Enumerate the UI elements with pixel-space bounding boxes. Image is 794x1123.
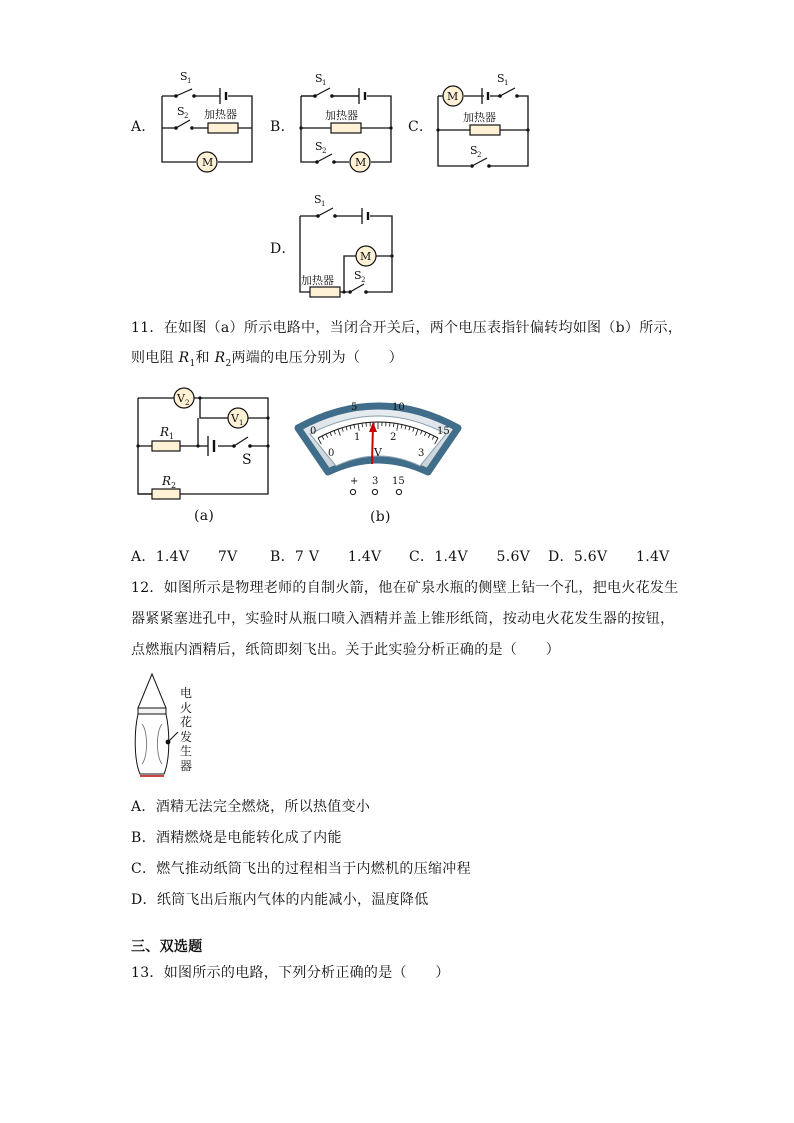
svg-text:2: 2 xyxy=(184,112,189,120)
svg-text:1: 1 xyxy=(322,79,327,87)
svg-text:3: 3 xyxy=(372,476,379,487)
figure-a-label: (a) xyxy=(194,508,215,524)
svg-text:S: S xyxy=(497,72,505,85)
svg-text:S: S xyxy=(315,140,323,153)
svg-text:15: 15 xyxy=(392,476,405,487)
figure-b-voltmeter xyxy=(294,392,462,500)
q12-stem-line3: 点燃瓶内酒精后，纸筒即刻飞出。关于此实验分析正确的是（ ） xyxy=(131,642,560,658)
svg-text:10: 10 xyxy=(392,402,405,413)
svg-text:R: R xyxy=(160,425,170,439)
q12-option-c[interactable]: C．燃气推动纸筒飞出的过程相当于内燃机的压缩冲程 xyxy=(131,861,471,877)
svg-text:加热器: 加热器 xyxy=(325,109,358,122)
svg-text:V: V xyxy=(177,392,185,405)
q12-option-b[interactable]: B．酒精燃烧是电能转化成了内能 xyxy=(131,830,342,846)
switch-s-label: S xyxy=(242,452,252,468)
q11-stem-line1: 11．在如图（a）所示电路中，当闭合开关后，两个电压表指针偏转均如图（b）所示， xyxy=(131,320,683,336)
svg-text:M: M xyxy=(355,156,367,169)
circuit-b xyxy=(297,70,397,175)
svg-text:1: 1 xyxy=(321,200,326,208)
svg-text:V: V xyxy=(231,412,239,425)
svg-text:S: S xyxy=(315,72,323,85)
svg-text:加热器: 加热器 xyxy=(204,108,237,121)
svg-text:0: 0 xyxy=(310,426,317,437)
circuit-c xyxy=(434,70,534,175)
svg-text:M: M xyxy=(447,90,459,103)
svg-text:S: S xyxy=(354,269,362,282)
svg-text:M: M xyxy=(360,250,372,263)
q13-stem: 13．如图所示的电路，下列分析正确的是（ ） xyxy=(131,965,450,981)
option-b-label: B． xyxy=(270,119,295,135)
section-title: 三、双选题 xyxy=(131,939,203,955)
svg-text:1: 1 xyxy=(187,77,192,85)
svg-text:1: 1 xyxy=(169,432,175,441)
s1-label: S xyxy=(180,70,188,83)
q12-option-d[interactable]: D．纸筒飞出后瓶内气体的内能减小，温度降低 xyxy=(131,892,429,908)
svg-text:15: 15 xyxy=(437,426,450,437)
option-a-label: A． xyxy=(131,119,156,135)
q11-option-a[interactable]: A．1.4V 7V xyxy=(131,549,238,565)
svg-text:S: S xyxy=(314,193,322,206)
svg-text:2: 2 xyxy=(171,481,177,490)
q11-option-b[interactable]: B．7 V 1.4V xyxy=(270,549,382,565)
svg-text:1: 1 xyxy=(354,432,361,443)
svg-text:S: S xyxy=(177,105,185,118)
svg-text:1: 1 xyxy=(239,419,244,427)
svg-text:2: 2 xyxy=(361,276,366,284)
svg-text:R: R xyxy=(162,474,172,488)
scale-tick xyxy=(393,423,394,427)
q11-option-d[interactable]: D．5.6V 1.4V xyxy=(548,549,670,565)
svg-text:2: 2 xyxy=(185,399,190,407)
q11-option-c[interactable]: C．1.4V 5.6V xyxy=(409,549,531,565)
svg-text:V: V xyxy=(374,446,382,459)
svg-text:0: 0 xyxy=(328,448,335,459)
svg-text:加热器: 加热器 xyxy=(463,111,496,124)
scale-tick xyxy=(362,423,363,427)
svg-text:3: 3 xyxy=(418,448,425,459)
q12-stem-line1: 12．如图所示是物理老师的自制火箭，他在矿泉水瓶的侧壁上钻一个孔，把电火花发生 xyxy=(131,580,679,596)
svg-text:2: 2 xyxy=(477,151,482,159)
svg-text:M: M xyxy=(202,156,214,169)
circuit-a xyxy=(158,70,258,175)
q11-stem-line2: 则电阻 $R_1$和 $R_2$两端的电压分别为（ ） xyxy=(131,350,404,369)
svg-text:2: 2 xyxy=(322,147,327,155)
figure-b-label: (b) xyxy=(370,509,391,525)
svg-text:2: 2 xyxy=(390,432,397,443)
q12-option-a[interactable]: A．酒精无法完全燃烧，所以热值变小 xyxy=(131,799,371,815)
option-c-label: C． xyxy=(408,119,434,135)
svg-text:1: 1 xyxy=(504,79,509,87)
option-d-label: D． xyxy=(270,241,296,257)
svg-text:加热器: 加热器 xyxy=(301,274,334,287)
svg-text:+: + xyxy=(350,476,359,487)
svg-text:5: 5 xyxy=(351,402,358,413)
rocket-figure-label: 电 火 花 发 生 器 xyxy=(180,686,193,773)
circuit-d xyxy=(296,192,406,302)
svg-text:S: S xyxy=(470,144,478,157)
q12-stem-line2: 器紧紧塞进孔中，实验时从瓶口喷入酒精并盖上锥形纸筒，按动电火花发生器的按钮， xyxy=(131,611,675,627)
rocket-figure xyxy=(132,672,212,784)
